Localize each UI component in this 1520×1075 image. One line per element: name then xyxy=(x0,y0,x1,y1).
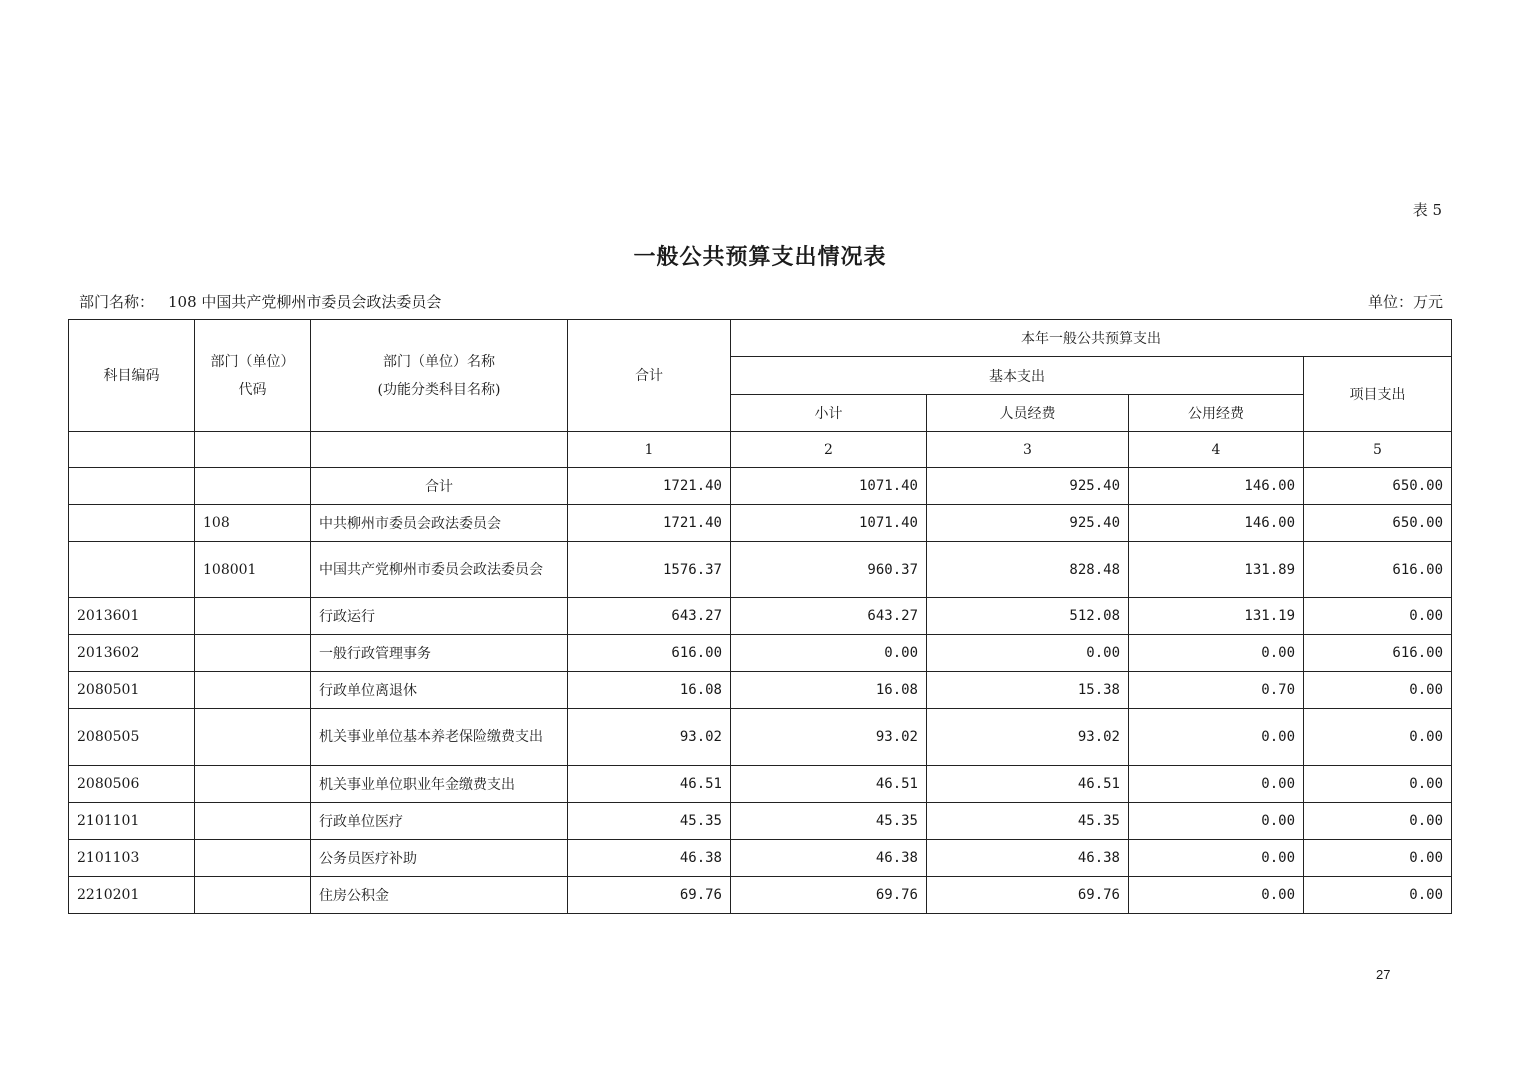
cell-total: 1721.40 xyxy=(568,468,731,505)
header-basic: 基本支出 xyxy=(731,357,1304,395)
cell-total: 46.38 xyxy=(568,840,731,877)
header-dept-name-line1: 部门（单位）名称 xyxy=(383,353,495,370)
cell-subtotal: 0.00 xyxy=(731,635,927,672)
cell-project: 0.00 xyxy=(1304,598,1452,635)
cell-name: 一般行政管理事务 xyxy=(311,635,568,672)
cell-code: 2013601 xyxy=(69,598,195,635)
cell-name: 行政单位医疗 xyxy=(311,803,568,840)
cell-code: 2101101 xyxy=(69,803,195,840)
cell-code: 2080501 xyxy=(69,672,195,709)
cell-total: 616.00 xyxy=(568,635,731,672)
cell-code: 2210201 xyxy=(69,877,195,914)
department-line xyxy=(79,291,441,312)
cell-project: 0.00 xyxy=(1304,803,1452,840)
cell-total: 1576.37 xyxy=(568,542,731,598)
table-number: 表 5 xyxy=(1412,201,1442,219)
table-row xyxy=(69,877,1452,914)
cell-personnel: 828.48 xyxy=(927,542,1129,598)
cell-personnel: 93.02 xyxy=(927,709,1129,766)
table-row xyxy=(69,766,1452,803)
cell-public: 0.00 xyxy=(1129,803,1304,840)
cell-code: 2013602 xyxy=(69,635,195,672)
cell-project: 0.00 xyxy=(1304,709,1452,766)
cell-public: 0.00 xyxy=(1129,840,1304,877)
cell-public: 0.00 xyxy=(1129,877,1304,914)
table-row xyxy=(69,709,1452,766)
header-current-year: 本年一般公共预算支出 xyxy=(731,320,1452,357)
cell-public: 0.70 xyxy=(1129,672,1304,709)
cell-name: 机关事业单位基本养老保险缴费支出 xyxy=(311,709,568,766)
cell-subtotal: 1071.40 xyxy=(731,505,927,542)
cell-subtotal: 960.37 xyxy=(731,542,927,598)
table-row xyxy=(69,505,1452,542)
cell-dept: 108001 xyxy=(195,542,311,598)
header-blank xyxy=(69,432,195,468)
table-row xyxy=(69,840,1452,877)
cell-personnel: 925.40 xyxy=(927,505,1129,542)
col-number: 5 xyxy=(1304,432,1452,468)
header-subtotal: 小计 xyxy=(731,395,927,432)
header-personnel: 人员经费 xyxy=(927,395,1129,432)
header-project: 项目支出 xyxy=(1304,357,1452,432)
cell-code: 2080506 xyxy=(69,766,195,803)
table-row xyxy=(69,598,1452,635)
table-row xyxy=(69,672,1452,709)
cell-project: 616.00 xyxy=(1304,542,1452,598)
cell-public: 146.00 xyxy=(1129,505,1304,542)
page-title: 一般公共预算支出情况表 xyxy=(633,244,887,270)
cell-code xyxy=(69,505,195,542)
cell-dept xyxy=(195,635,311,672)
cell-dept xyxy=(195,766,311,803)
cell-code: 2101103 xyxy=(69,840,195,877)
col-number: 3 xyxy=(927,432,1129,468)
cell-project: 0.00 xyxy=(1304,766,1452,803)
cell-personnel: 0.00 xyxy=(927,635,1129,672)
cell-dept xyxy=(195,468,311,505)
col-number: 4 xyxy=(1129,432,1304,468)
cell-code xyxy=(69,468,195,505)
header-total: 合计 xyxy=(568,320,731,432)
cell-subtotal: 46.38 xyxy=(731,840,927,877)
table-row xyxy=(69,635,1452,672)
col-number: 1 xyxy=(568,432,731,468)
cell-project: 0.00 xyxy=(1304,672,1452,709)
budget-table xyxy=(68,319,1452,914)
cell-name: 公务员医疗补助 xyxy=(311,840,568,877)
cell-name: 行政单位离退休 xyxy=(311,672,568,709)
cell-dept xyxy=(195,709,311,766)
cell-dept xyxy=(195,803,311,840)
cell-subtotal: 16.08 xyxy=(731,672,927,709)
page-number: 27 xyxy=(1376,967,1391,982)
header-blank xyxy=(311,432,568,468)
cell-dept xyxy=(195,598,311,635)
cell-subtotal: 93.02 xyxy=(731,709,927,766)
cell-name: 中共柳州市委员会政法委员会 xyxy=(311,505,568,542)
cell-name: 合计 xyxy=(311,468,568,505)
cell-total: 1721.40 xyxy=(568,505,731,542)
cell-project: 0.00 xyxy=(1304,877,1452,914)
col-number: 2 xyxy=(731,432,927,468)
header-dept-name-line2: (功能分类科目名称) xyxy=(377,381,501,398)
cell-personnel: 925.40 xyxy=(927,468,1129,505)
cell-total: 16.08 xyxy=(568,672,731,709)
cell-public: 0.00 xyxy=(1129,635,1304,672)
header-public: 公用经费 xyxy=(1129,395,1304,432)
cell-personnel: 46.51 xyxy=(927,766,1129,803)
department-value: 108 中国共产党柳州市委员会政法委员会 xyxy=(168,293,442,311)
cell-project: 0.00 xyxy=(1304,840,1452,877)
cell-subtotal: 45.35 xyxy=(731,803,927,840)
cell-name: 行政运行 xyxy=(311,598,568,635)
table-row xyxy=(69,542,1452,598)
cell-total: 45.35 xyxy=(568,803,731,840)
header-dept-code xyxy=(195,320,311,432)
cell-code xyxy=(69,542,195,598)
cell-dept xyxy=(195,877,311,914)
cell-public: 0.00 xyxy=(1129,709,1304,766)
cell-total: 643.27 xyxy=(568,598,731,635)
cell-personnel: 45.35 xyxy=(927,803,1129,840)
cell-public: 131.19 xyxy=(1129,598,1304,635)
unit-label: 单位：万元 xyxy=(1367,293,1443,311)
header-blank xyxy=(195,432,311,468)
table-row xyxy=(69,803,1452,840)
cell-personnel: 46.38 xyxy=(927,840,1129,877)
cell-subtotal: 46.51 xyxy=(731,766,927,803)
cell-code: 2080505 xyxy=(69,709,195,766)
header-dept-code-line1: 部门（单位） xyxy=(210,353,295,370)
cell-subtotal: 643.27 xyxy=(731,598,927,635)
header-dept-code-line2: 代码 xyxy=(238,381,267,398)
cell-subtotal: 69.76 xyxy=(731,877,927,914)
cell-dept xyxy=(195,672,311,709)
cell-project: 650.00 xyxy=(1304,505,1452,542)
cell-personnel: 15.38 xyxy=(927,672,1129,709)
header-dept-name xyxy=(311,320,568,432)
cell-dept: 108 xyxy=(195,505,311,542)
cell-name: 住房公积金 xyxy=(311,877,568,914)
cell-dept xyxy=(195,840,311,877)
cell-name: 中国共产党柳州市委员会政法委员会 xyxy=(311,542,568,598)
table-row xyxy=(69,468,1452,505)
cell-total: 93.02 xyxy=(568,709,731,766)
cell-personnel: 512.08 xyxy=(927,598,1129,635)
department-label: 部门名称： xyxy=(79,293,155,311)
cell-project: 616.00 xyxy=(1304,635,1452,672)
cell-project: 650.00 xyxy=(1304,468,1452,505)
cell-name: 机关事业单位职业年金缴费支出 xyxy=(311,766,568,803)
cell-total: 46.51 xyxy=(568,766,731,803)
cell-public: 131.89 xyxy=(1129,542,1304,598)
cell-public: 0.00 xyxy=(1129,766,1304,803)
cell-personnel: 69.76 xyxy=(927,877,1129,914)
cell-total: 69.76 xyxy=(568,877,731,914)
cell-public: 146.00 xyxy=(1129,468,1304,505)
header-subject-code: 科目编码 xyxy=(69,320,195,432)
cell-subtotal: 1071.40 xyxy=(731,468,927,505)
